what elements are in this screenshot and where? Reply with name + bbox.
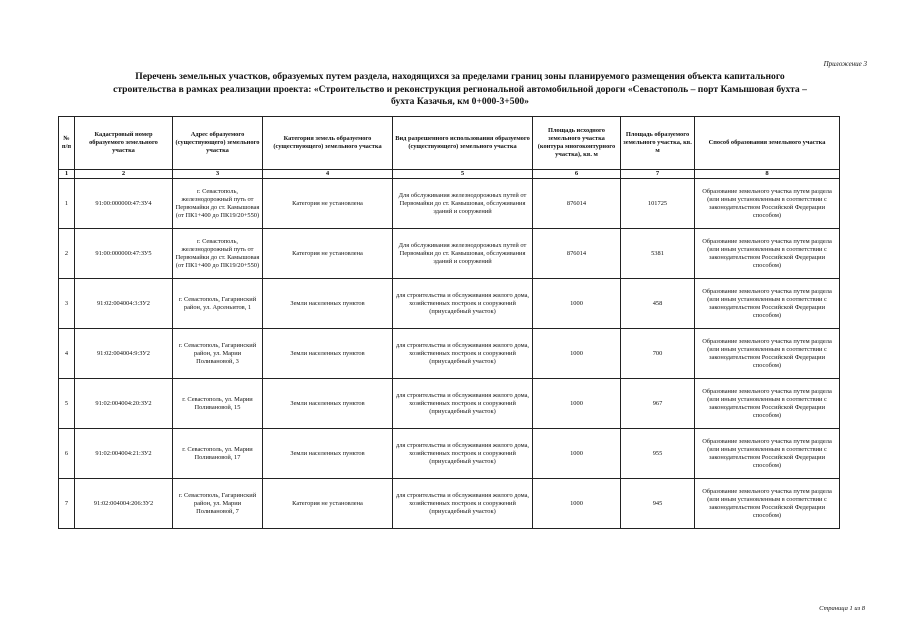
- formation-method-cell: Образование земельного участка путем раздела (или иным установленным в соответствии с законодательством Российской Федерации способом): [695, 179, 840, 229]
- land-category-cell: Земли населенных пунктов: [263, 429, 393, 479]
- header-cell: Площадь исходного земельного участка (контура многоконтурного участка), кв. м: [533, 117, 621, 170]
- land-category-cell: Категория не установлена: [263, 179, 393, 229]
- title-line-1: Перечень земельных участков, образуемых путем раздела, находящихся за пределами границ зоны планируемого размещения объекта капитального: [135, 71, 785, 82]
- permitted-use-cell: для строительства и обслуживания жилого дома, хозяйственных построек и сооружений (приусадебный участок): [393, 279, 533, 329]
- address-cell: г. Севастополь, ул. Марии Поливановой, 15: [173, 379, 263, 429]
- source-area-cell: 1000: [533, 429, 621, 479]
- header-cell: Вид разрешенного использования образуемого (существующего) земельного участка: [393, 117, 533, 170]
- address-cell: г. Севастополь, железнодорожный путь от Первомайки до ст. Камышовая (от ПК1+400 до ПК19/20+550): [173, 229, 263, 279]
- column-number: 4: [263, 170, 393, 179]
- source-area-cell: 1000: [533, 379, 621, 429]
- permitted-use-cell: для строительства и обслуживания жилого дома, хозяйственных построек и сооружений (приусадебный участок): [393, 379, 533, 429]
- column-number: 8: [695, 170, 840, 179]
- formation-method-cell: Образование земельного участка путем раздела (или иным установленным в соответствии с законодательством Российской Федерации способом): [695, 229, 840, 279]
- row-number-cell: 1: [59, 179, 75, 229]
- header-cell: Категория земель образуемого (существующего) земельного участка: [263, 117, 393, 170]
- appendix-label: Приложение 3: [823, 60, 867, 68]
- new-area-cell: 458: [621, 279, 695, 329]
- address-cell: г. Севастополь, Гагаринский район, ул. Марии Поливановой, 7: [173, 479, 263, 529]
- column-number: 7: [621, 170, 695, 179]
- table-row: [59, 379, 840, 429]
- cadastral-number-cell: 91:02:004004:206:ЗУ2: [75, 479, 173, 529]
- column-number-row: [59, 170, 840, 179]
- header-row: [59, 117, 840, 170]
- table-row: [59, 329, 840, 379]
- permitted-use-cell: для строительства и обслуживания жилого дома, хозяйственных построек и сооружений (приусадебный участок): [393, 429, 533, 479]
- formation-method-cell: Образование земельного участка путем раздела (или иным установленным в соответствии с законодательством Российской Федерации способом): [695, 429, 840, 479]
- new-area-cell: 101725: [621, 179, 695, 229]
- address-cell: г. Севастополь, Гагаринский район, ул. Марии Поливановой, 3: [173, 329, 263, 379]
- title-line-2: строительства в рамках реализации проекта: «Строительство и реконструкция региональной автомобильной дороги «Севастополь – порт Камышовая бухта –: [113, 83, 807, 95]
- table-row: [59, 229, 840, 279]
- document-title: [60, 71, 860, 109]
- land-category-cell: Земли населенных пунктов: [263, 279, 393, 329]
- column-number: 1: [59, 170, 75, 179]
- source-area-cell: 1000: [533, 329, 621, 379]
- land-category-cell: Категория не установлена: [263, 479, 393, 529]
- land-category-cell: Категория не установлена: [263, 229, 393, 279]
- formation-method-cell: Образование земельного участка путем раздела (или иным установленным в соответствии с законодательством Российской Федерации способом): [695, 379, 840, 429]
- table-row: [59, 179, 840, 229]
- land-plots-table: [58, 116, 840, 529]
- permitted-use-cell: для строительства и обслуживания жилого дома, хозяйственных построек и сооружений (приусадебный участок): [393, 479, 533, 529]
- table-row: [59, 479, 840, 529]
- row-number-cell: 7: [59, 479, 75, 529]
- land-category-cell: Земли населенных пунктов: [263, 329, 393, 379]
- new-area-cell: 955: [621, 429, 695, 479]
- column-number: 2: [75, 170, 173, 179]
- permitted-use-cell: для строительства и обслуживания жилого дома, хозяйственных построек и сооружений (приусадебный участок): [393, 329, 533, 379]
- formation-method-cell: Образование земельного участка путем раздела (или иным установленным в соответствии с законодательством Российской Федерации способом): [695, 479, 840, 529]
- source-area-cell: 876014: [533, 229, 621, 279]
- title-line-3: бухта Казачья, км 0+000-3+500»: [391, 96, 529, 107]
- formation-method-cell: Образование земельного участка путем раздела (или иным установленным в соответствии с законодательством Российской Федерации способом): [695, 329, 840, 379]
- header-cell: № п/п: [59, 117, 75, 170]
- source-area-cell: 876014: [533, 179, 621, 229]
- formation-method-cell: Образование земельного участка путем раздела (или иным установленным в соответствии с законодательством Российской Федерации способом): [695, 279, 840, 329]
- cadastral-number-cell: 91:02:004004:21:ЗУ2: [75, 429, 173, 479]
- permitted-use-cell: Для обслуживания железнодорожных путей от Первомайки до ст. Камышовая, обслуживания зданий и сооружений: [393, 229, 533, 279]
- header-cell: Способ образования земельного участка: [695, 117, 840, 170]
- cadastral-number-cell: 91:00:000000:47:ЗУ5: [75, 229, 173, 279]
- land-category-cell: Земли населенных пунктов: [263, 379, 393, 429]
- row-number-cell: 3: [59, 279, 75, 329]
- cadastral-number-cell: 91:02:004004:3:ЗУ2: [75, 279, 173, 329]
- new-area-cell: 945: [621, 479, 695, 529]
- new-area-cell: 967: [621, 379, 695, 429]
- cadastral-number-cell: 91:00:000000:47:ЗУ4: [75, 179, 173, 229]
- table-row: [59, 429, 840, 479]
- header-cell: Площадь образуемого земельного участка, кв. м: [621, 117, 695, 170]
- permitted-use-cell: Для обслуживания железнодорожных путей от Первомайки до ст. Камышовая, обслуживания зданий и сооружений: [393, 179, 533, 229]
- column-number: 3: [173, 170, 263, 179]
- table-row: [59, 279, 840, 329]
- address-cell: г. Севастополь, железнодорожный путь от Первомайки до ст. Камышовая (от ПК1+400 до ПК19/20+550): [173, 179, 263, 229]
- row-number-cell: 2: [59, 229, 75, 279]
- new-area-cell: 5381: [621, 229, 695, 279]
- column-number: 6: [533, 170, 621, 179]
- row-number-cell: 4: [59, 329, 75, 379]
- address-cell: г. Севастополь, ул. Марии Поливановой, 17: [173, 429, 263, 479]
- column-number: 5: [393, 170, 533, 179]
- page-number: Страница 1 из 8: [819, 605, 865, 612]
- source-area-cell: 1000: [533, 279, 621, 329]
- address-cell: г. Севастополь, Гагаринский район, ул. Арсеньитов, 1: [173, 279, 263, 329]
- row-number-cell: 5: [59, 379, 75, 429]
- cadastral-number-cell: 91:02:004004:20:ЗУ2: [75, 379, 173, 429]
- row-number-cell: 6: [59, 429, 75, 479]
- cadastral-number-cell: 91:02:004004:9:ЗУ2: [75, 329, 173, 379]
- new-area-cell: 700: [621, 329, 695, 379]
- header-cell: Адрес образуемого (существующего) земельного участка: [173, 117, 263, 170]
- source-area-cell: 1000: [533, 479, 621, 529]
- header-cell: Кадастровый номер образуемого земельного участка: [75, 117, 173, 170]
